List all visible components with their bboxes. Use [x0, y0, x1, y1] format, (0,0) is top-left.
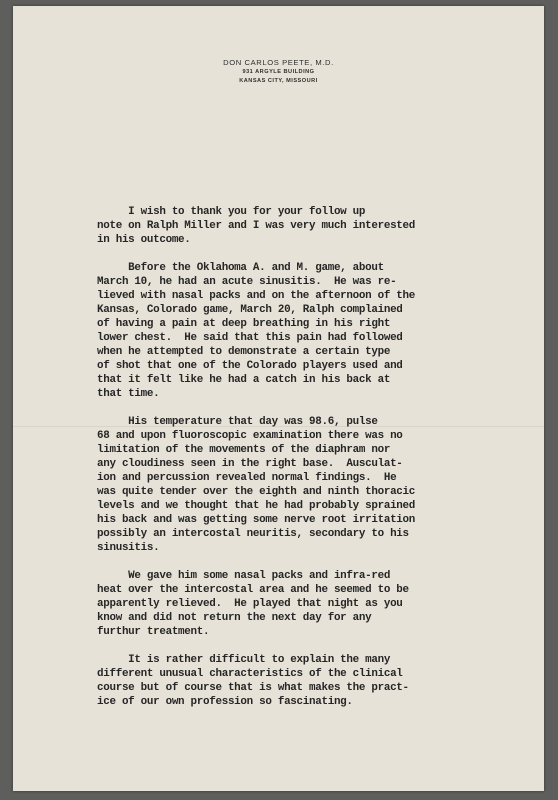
letterhead [13, 58, 544, 86]
text-line: I wish to thank you for your follow up [97, 206, 366, 218]
text-line: course but of course that is what makes the pract- [97, 682, 409, 694]
text-line: March 10, he had an acute sinusitis. He was re- [97, 276, 397, 288]
text-line: was quite tender over the eighth and ninth thoracic [97, 486, 416, 498]
text-line: Before the Oklahoma A. and M. game, about [97, 262, 384, 274]
letter-body [97, 205, 537, 723]
text-line: of shot that one of the Colorado players used and [97, 360, 403, 372]
text-line: We gave him some nasal packs and infra-red [97, 570, 391, 582]
paragraph-closing [97, 653, 537, 709]
text-line: apparently relieved. He played that night as you [97, 598, 403, 610]
text-line: his back and was getting some nerve root irritation [97, 514, 416, 526]
text-line: know and did not return the next day for any [97, 612, 372, 624]
letterhead-address: 931 ARGYLE BUILDING [242, 69, 315, 75]
paragraph-thanks [97, 205, 537, 247]
letterhead-name: DON CARLOS PEETE, M.D. [223, 58, 334, 67]
text-line: lieved with nasal packs and on the afternoon of the [97, 290, 416, 302]
text-line: sinusitis. [97, 542, 160, 554]
text-line: in his outcome. [97, 234, 191, 246]
text-line: that it felt like he had a catch in his back at [97, 374, 391, 386]
text-line: different unusual characteristics of the clinical [97, 668, 403, 680]
text-line: furthur treatment. [97, 626, 210, 638]
text-line: lower chest. He said that this pain had followed [97, 332, 403, 344]
paragraph-history [97, 261, 537, 401]
paragraph-examination [97, 415, 537, 555]
letterhead-city: KANSAS CITY, MISSOURI [239, 78, 318, 84]
text-line: levels and we thought that he had probably sprained [97, 500, 416, 512]
text-line: It is rather difficult to explain the many [97, 654, 391, 666]
text-line: possibly an intercostal neuritis, secondary to his [97, 528, 409, 540]
text-line: any cloudiness seen in the right base. Ausculat- [97, 458, 403, 470]
text-line: His temperature that day was 98.6, pulse [97, 416, 378, 428]
text-line: when he attempted to demonstrate a certain type [97, 346, 391, 358]
text-line: ice of our own profession so fascinating. [97, 696, 353, 708]
text-line: that time. [97, 388, 160, 400]
paragraph-treatment [97, 569, 537, 639]
letter-page [13, 6, 544, 791]
text-line: Kansas, Colorado game, March 20, Ralph complained [97, 304, 403, 316]
text-line: note on Ralph Miller and I was very much interested [97, 220, 416, 232]
text-line: limitation of the movements of the diaphram nor [97, 444, 391, 456]
text-line: of having a pain at deep breathing in his right [97, 318, 391, 330]
text-line: ion and percussion revealed normal findings. He [97, 472, 397, 484]
text-line: 68 and upon fluoroscopic examination there was no [97, 430, 403, 442]
text-line: heat over the intercostal area and he seemed to be [97, 584, 409, 596]
